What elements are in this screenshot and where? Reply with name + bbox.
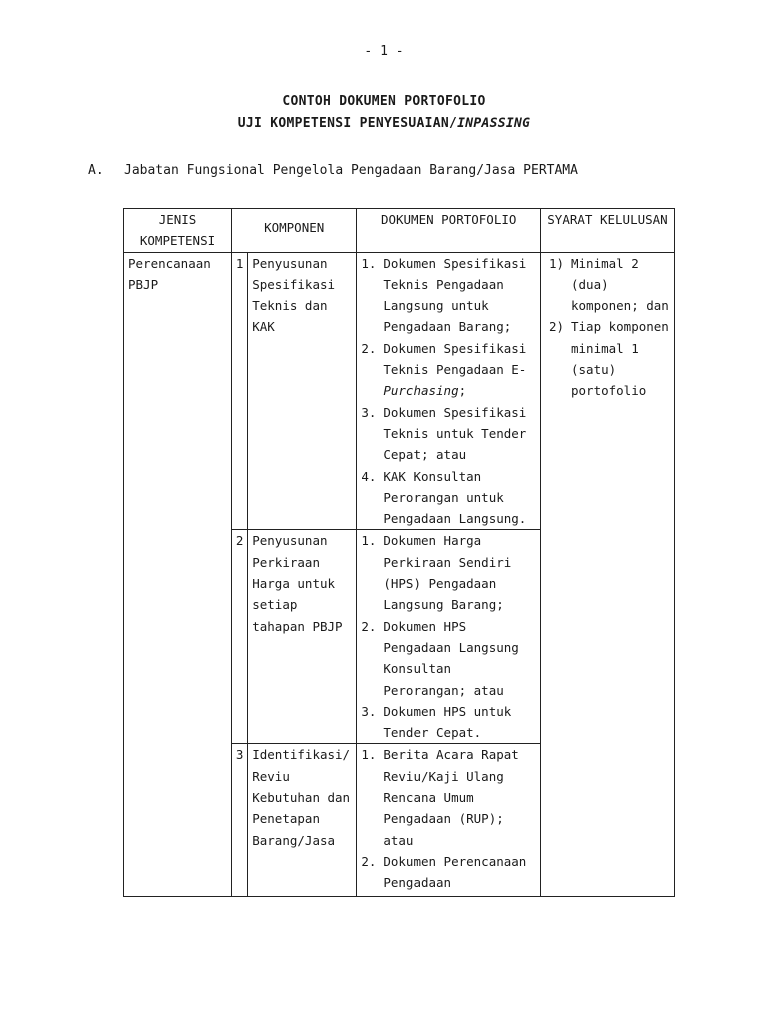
subtitle-italic: INPASSING [457,116,531,131]
subtitle-prefix: UJI KOMPETENSI PENYESUAIAN/ [237,116,458,131]
section-text: Jabatan Fungsional Pengelola Pengadaan Barang/Jasa PERTAMA [124,163,578,178]
list-item: 1. Berita Acara Rapat Reviu/Kaji Ulang Rencana Umum Pengadaan (RUP); atau [361,747,519,848]
komponen-cell: Penyusunan Perkiraan Harga untuk setiap tahapan PBJP [248,530,357,744]
dokumen-cell [357,252,541,530]
komponen-cell: Penyusunan Spesifikasi Teknis dan KAK [248,252,357,530]
dokumen-cell [357,530,541,744]
row-number: 2 [232,530,248,744]
list-item: 3. Dokumen HPS untuk Tender Cepat. [361,703,512,741]
jenis-kompetensi-cell: Perencanaan PBJP [124,252,232,896]
header-jenis: JENIS KOMPETENSI [124,209,232,253]
list-item: 2. Dokumen Perencanaan Pengadaan [361,853,527,891]
header-komponen: KOMPONEN [232,209,357,253]
table-header-row [124,209,675,253]
list-item: 4. KAK Konsultan Perorangan untuk Pengadaan Langsung. [361,468,527,527]
section-heading [88,163,578,178]
document-title: CONTOH DOKUMEN PORTOFOLIO [282,94,486,109]
list-item: 2. Dokumen Spesifikasi Teknis Pengadaan E-Purchasing; [361,340,527,399]
list-item: 1. Dokumen Spesifikasi Teknis Pengadaan Langsung untuk Pengadaan Barang; [361,255,527,335]
table-row [124,252,675,530]
list-item: 2) Tiap komponen minimal 1 (satu) portofolio [549,319,669,399]
document-subtitle [0,116,768,131]
row-number: 3 [232,744,248,896]
komponen-cell: Identifikasi/ Reviu Kebutuhan dan Penetapan Barang/Jasa [248,744,357,896]
list-item: 3. Dokumen Spesifikasi Teknis untuk Tender Cepat; atau [361,404,527,463]
list-item: 1. Dokumen Harga Perkiraan Sendiri (HPS) Pengadaan Langsung Barang; [361,533,512,613]
list-item: 1) Minimal 2 (dua) komponen; dan [549,255,669,314]
section-letter: A. [88,163,104,178]
dokumen-cell [357,744,541,896]
header-dokumen: DOKUMEN PORTOFOLIO [357,209,541,253]
row-number: 1 [232,252,248,530]
page-number: - 1 - [364,44,404,59]
header-syarat: SYARAT KELULUSAN [541,209,675,253]
list-item: 2. Dokumen HPS Pengadaan Langsung Konsultan Perorangan; atau [361,618,519,698]
syarat-cell [541,252,675,896]
portfolio-table [123,208,675,897]
